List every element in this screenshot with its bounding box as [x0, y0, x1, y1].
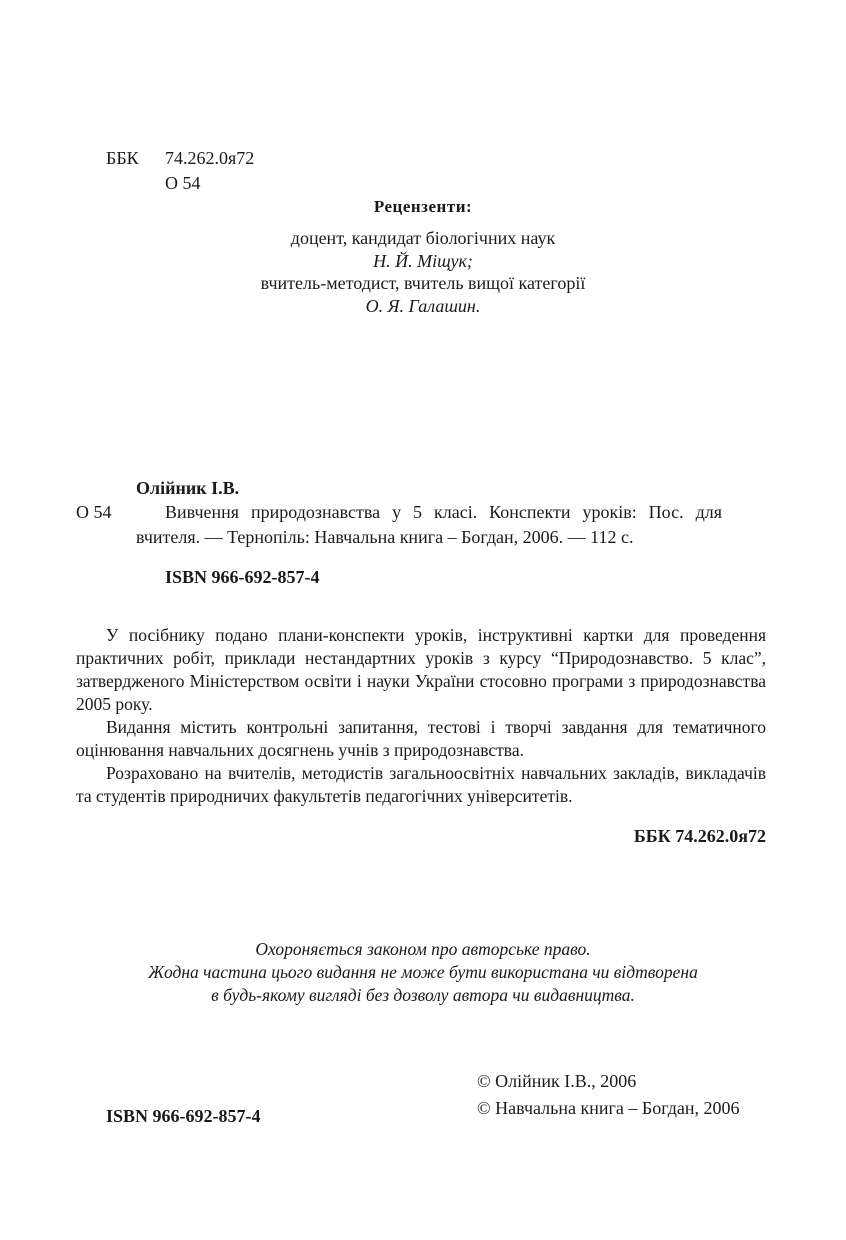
bbk-label: ББК	[106, 148, 139, 168]
entry-title-line-2: вчителя. — Тернопіль: Навчальна книга – Богдан, 2006. — 112 с.	[136, 527, 634, 547]
annotation	[76, 624, 766, 808]
reviewer-2-title: вчитель-методист, вчитель вищої категорії	[260, 273, 586, 293]
reviewer-1-title: доцент, кандидат біологічних наук	[290, 228, 556, 248]
reviewer-1-name: Н. Й. Міщук;	[373, 251, 473, 271]
footer-isbn: ISBN 966-692-857-4	[106, 1106, 261, 1126]
entry-author: Олійник І.В.	[136, 478, 240, 498]
copyright-notice-line-2: Жодна частина цього видання не може бути використана чи відтворена	[148, 962, 698, 982]
copyright-notice-line-1: Охороняється законом про авторське право.	[255, 939, 591, 959]
annotation-bbk: ББК 74.262.0я72	[633, 826, 766, 846]
reviewers-heading: Рецензенти:	[373, 197, 473, 216]
bbk-code: 74.262.0я72	[165, 148, 255, 168]
annotation-paragraph-3: Розраховано на вчителів, методистів загальноосвітніх навчальних закладів, викладачів та студентів природничих факультетів педагогічних університетів.	[76, 763, 766, 806]
copyright-publisher: © Навчальна книга – Богдан, 2006	[477, 1098, 740, 1118]
annotation-paragraph-2: Видання містить контрольні запитання, тестові і творчі завдання для тематичного оцінювання навчальних досягнень учнів з природознавства.	[76, 717, 766, 760]
author-mark: О 54	[165, 173, 201, 193]
annotation-paragraph-1: У посібнику подано плани-конспекти уроків, інструктивні картки для проведення практичних робіт, приклади нестандартних уроків з курсу “Природознавство. 5 клас”, затвердженого Міністерством освіти і науки України стосовно програми з природознавства 2005 року.	[76, 625, 766, 714]
copyright-notice-line-3: в будь-якому вигляді без дозволу автора чи видавництва.	[211, 985, 635, 1005]
entry-author-mark: О 54	[76, 502, 112, 522]
reviewer-2-name: О. Я. Галашин.	[365, 296, 481, 316]
copyright-author: © Олійник І.В., 2006	[477, 1071, 637, 1091]
entry-title-line-1: Вивчення природознавства у 5 класі. Конспекти уроків: Пос. для	[165, 502, 722, 522]
entry-isbn: ISBN 966-692-857-4	[165, 567, 320, 587]
